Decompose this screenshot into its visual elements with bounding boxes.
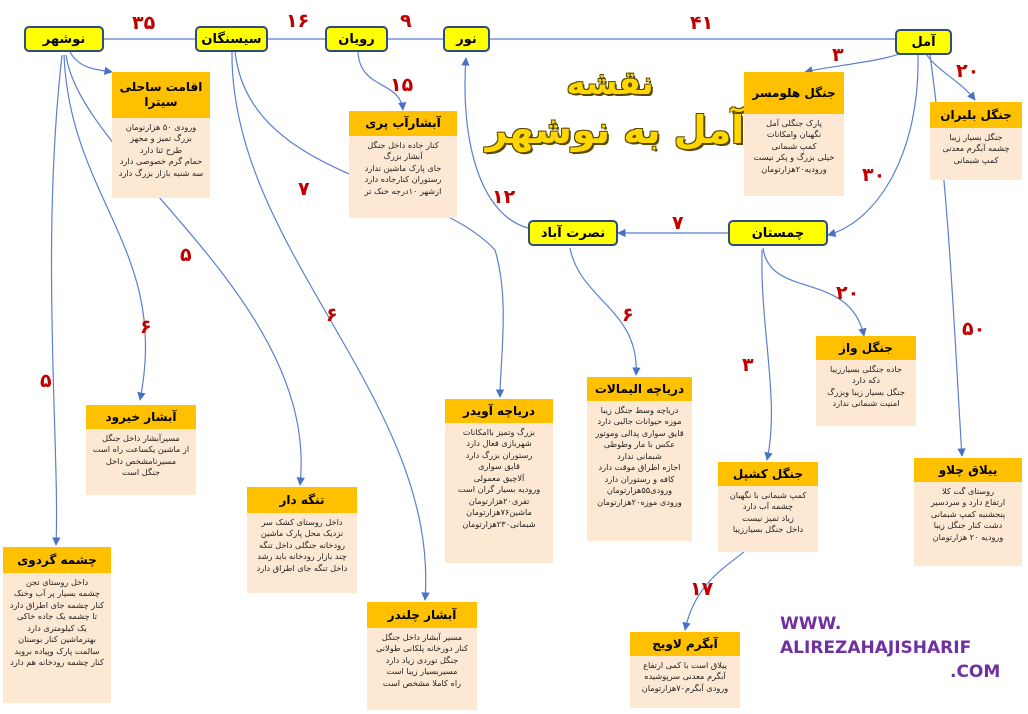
city-amol: آمل	[895, 29, 952, 55]
city-chamestan: چمستان	[728, 220, 828, 246]
distance-label: ۹	[400, 10, 412, 32]
place-title: ییلاق چلاو	[914, 458, 1022, 482]
city-nour: نور	[443, 26, 490, 52]
place-title: چشمه گردوی	[3, 547, 111, 573]
place-details: ییلاق است با کمی ارتفاع آبگرم معدنی سرپوشیده ورودی آبگرم۷۰هزارتومان	[630, 656, 740, 708]
map-title-line2: آمل به نوشهر	[485, 108, 745, 152]
place-title: جنگل کشپل	[718, 462, 818, 486]
website-line2: ALIREZAHAJISHARIF	[780, 638, 972, 658]
place-title: اقامت ساحلی سیترا	[112, 72, 210, 118]
place-details: مسیر آبشار داخل جنگل کنار دورخانه پلکانی طولانی جنگل توردی زیاد دارد مسیربسیار زیبا است راه کاملا مشخص است	[367, 628, 477, 710]
distance-label: ۵	[180, 244, 192, 266]
distance-label: ۳۰	[862, 164, 886, 186]
place-details: پارک جنگلی آمل نگهبان وامکانات کمپ شبمانی خیلی بزرگ و پکر نیست ورودیه۲۰هزارتومان	[744, 114, 844, 196]
road-sisangan-avidar	[235, 52, 503, 397]
place-details: جاده جنگلی بسیارزیبا دکه دارد جنگل بسیار زیبا وبزرگ امنیت شبمانی ندارد	[816, 360, 916, 426]
distance-label: ۳۵	[132, 12, 156, 34]
place-title: تنگه دار	[247, 487, 357, 513]
place-details: مسیرآبشار داخل جنگل از ماشین یکساعت راه است مسیرنامشخص داخل جنگل است	[86, 429, 196, 495]
distance-label: ۴۱	[690, 12, 714, 34]
place-details: جنگل بسیار زیبا چشمه آبگرم معدنی کمپ شبمانی	[930, 128, 1022, 180]
distance-label: ۷	[672, 212, 684, 234]
distance-label: ۶	[622, 304, 634, 326]
road-amol-halumsar	[805, 52, 905, 72]
place-title: آبشارآب پری	[349, 111, 457, 136]
place-details: دریاچه وسط جنگل زیبا موزه حیوانات جالبی دارد قایق سواری پدالی وموتور عکس با مار وطوطی شبمانی ندارد اجازه اطراق موقت دارد کافه و رستوران دارد ورودی۵۵هزارتومان ورودی موزه۲۰هزارتومان	[587, 401, 692, 541]
distance-label: ۳	[832, 44, 844, 66]
distance-label: ۱۲	[492, 186, 516, 208]
distance-label: ۱۵	[390, 74, 414, 96]
distance-label: ۱۶	[286, 10, 310, 32]
distance-label: ۳	[742, 354, 754, 376]
distance-label: ۶	[140, 316, 152, 338]
place-details: ورودی ۵۰ هزارتومان بزرگ تمیز و مجهز طرح ثنا دارد حمام گرم خصوصی دارد سه شنبه بازار بزرگ دارد	[112, 118, 210, 198]
place-title: جنگل هلومسر	[744, 72, 844, 114]
place-title: دریاچه الیمالات	[587, 377, 692, 401]
city-nowshahr: نوشهر	[24, 26, 104, 52]
place-details: کنار جاده داخل جنگل آبشار بزرگ جای پارک ماشین ندارد رستوران کنارجاده دارد ازشهر ۱۰درجه خنک تر	[349, 136, 457, 218]
place-details: بزرگ وتمیز باامکانات شهربازی فعال دارد رستوران بزرگ دارد قایق سواری آلاچیق معمولی ورودیه بسیار گران است تفری۲۰هزارتومان ماشین۷۶هزارتومان شبمانی۲۳۰هزارتومان	[445, 423, 553, 563]
distance-label: ۲۰	[836, 282, 860, 304]
place-title: جنگل واز	[816, 336, 916, 360]
city-sisangan: سیسنگان	[195, 26, 268, 52]
place-title: آبشار چلندر	[367, 602, 477, 628]
place-title: آبشار خیرود	[86, 405, 196, 429]
place-details: روستای گت کلا ارتفاع دارد و سردسیر پنجشنبه کمپ شبمانی دشت کنار جنگل زیبا ورودیه ۲۰ هزارتومان	[914, 482, 1022, 566]
road-chamestan-kashpal	[762, 250, 772, 460]
place-title: آبگرم لاویج	[630, 632, 740, 656]
distance-label: ۷	[298, 178, 310, 200]
place-details: داخل روستای کشک سر نزدیک محل پارک ماشین رودخانه جنگلی داخل تنگه چند بازار رودخانه باید رشد داخل تنگه جای اطراق دارد	[247, 513, 357, 593]
road-nowshahr-gerdavi	[51, 55, 62, 545]
road-nowshahr-sitra	[70, 52, 112, 72]
map-title-line1: نقشه	[566, 64, 654, 102]
website-line3: .COM	[950, 662, 1001, 682]
website-line1: WWW.	[780, 614, 842, 634]
distance-label: ۵	[40, 370, 52, 392]
city-nosratabad: نصرت آباد	[528, 220, 618, 246]
city-royan: رویان	[325, 26, 388, 52]
place-details: کمپ شبمانی با نگهبان چشمه آب دارد زیاد تمیز نیست داخل جنگل بسیارزیبا	[718, 486, 818, 552]
place-title: جنگل بلیران	[930, 102, 1022, 128]
place-details: داخل روستای تجن چشمه بسیار پر آب وخنک کنار چشمه جای اطراق دارد تا چشمه یک جاده خاکی یک کیلومتری دارد بهترماشین کنار بوستان سالمت پارک وپیاده بروید کنار چشمه رودخانه هم دارد	[3, 573, 111, 703]
place-title: دریاچه آویدر	[445, 399, 553, 423]
distance-label: ۱۷	[690, 578, 714, 600]
distance-label: ۵۰	[962, 318, 986, 340]
distance-label: ۲۰	[956, 60, 980, 82]
distance-label: ۶	[326, 304, 338, 326]
